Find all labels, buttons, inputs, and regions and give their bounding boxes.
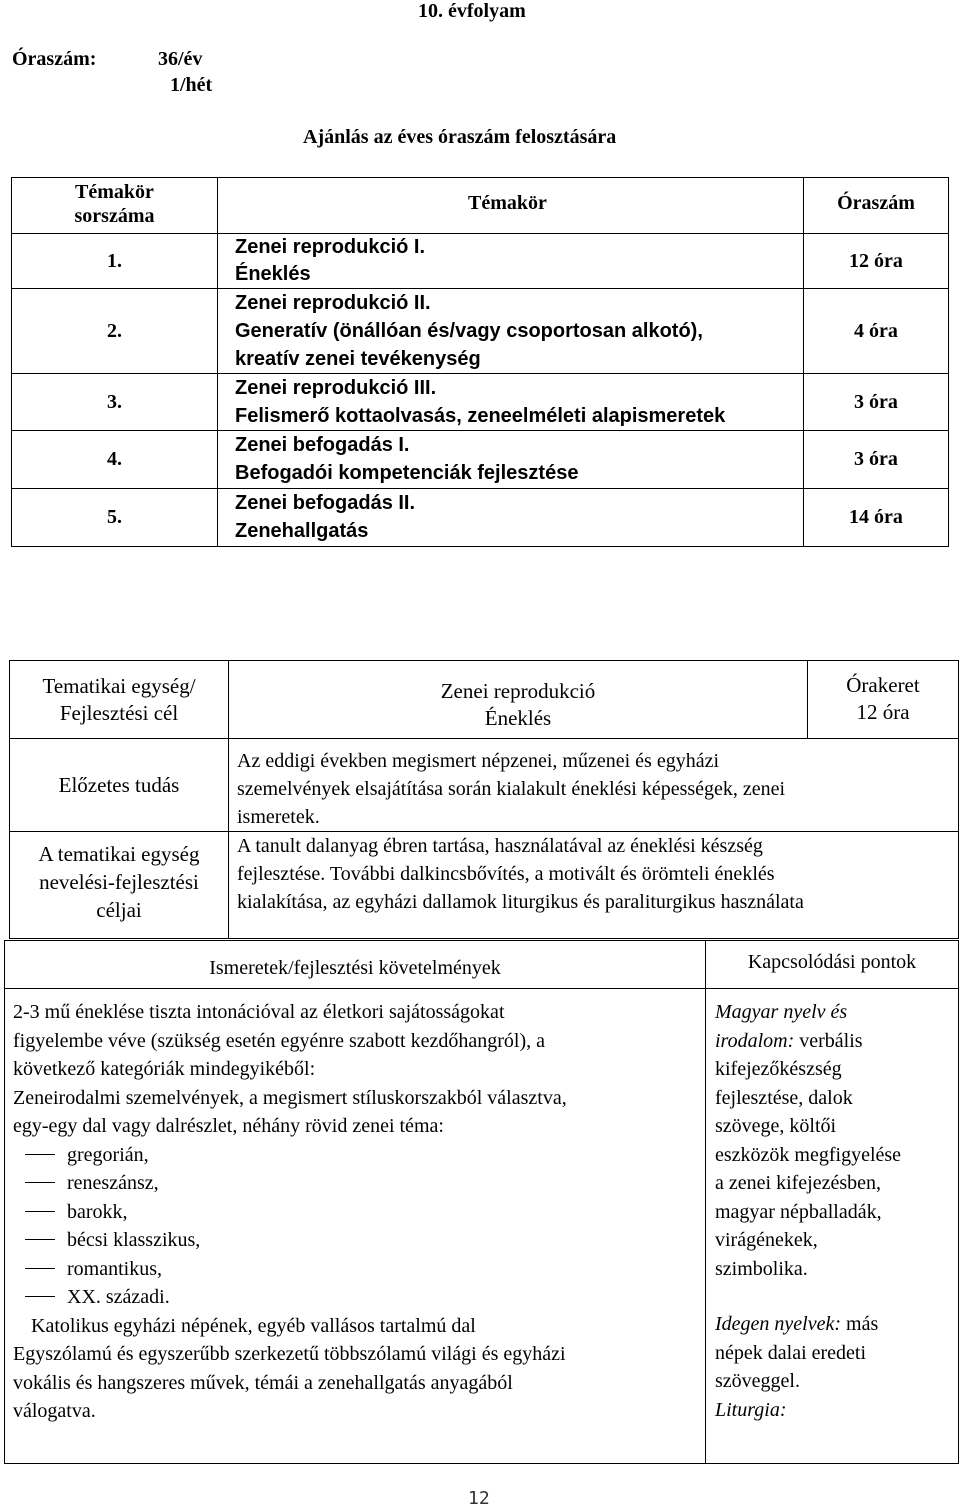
topic-line: Zenei befogadás II. [235,492,416,514]
row-number: 2. [12,289,218,374]
unit-label-line: Tematikai egység/ [42,674,196,698]
text-line: szemelvények elsajátítása során kialakult éneklési képességek, zenei [237,778,786,800]
col-topic-label: Témakör [468,192,547,214]
text-line: figyelembe véve (szükség esetén egyénre szabott kezdőhangról), a [13,1029,545,1052]
goals-label-line: A tematikai egység [38,842,200,866]
text-line: vokális és hangszeres művek, témái a zenehallgatás anyagából [13,1371,513,1394]
text-line: következő kategóriák mindegyikéből: [13,1058,316,1080]
topic-line: Befogadói kompetenciák fejlesztése [235,462,579,484]
row-number: 1. [12,234,218,289]
list-item [13,1169,705,1198]
topic-line: Zenei reprodukció II. [235,292,431,314]
table-row [12,374,949,431]
prior-knowledge-text [229,739,959,832]
link-line: magyar népballadák, [715,1200,882,1223]
goals-row [10,832,959,939]
link-line: eszközök megfigyelése [715,1143,902,1166]
list-item-label: reneszánsz, [67,1172,159,1194]
table-row [12,234,949,289]
requirements-header [5,941,706,989]
allocation-header-row [12,178,949,234]
dash-icon [25,1239,55,1240]
topic-line: Generatív (önállóan és/vagy csoportosan alkotó), [235,320,703,342]
requirements-body-row [5,989,959,1464]
row-topic [218,234,804,289]
table-row [12,431,949,489]
dash-icon [25,1182,55,1183]
link-line: kifejezőkészség [715,1058,842,1080]
row-hours: 14 óra [804,489,949,547]
dash-icon [25,1211,55,1212]
link-line: népek dalai eredeti [715,1341,867,1364]
row-number: 3. [12,374,218,431]
link-line: szövege, költői [715,1115,837,1137]
prior-knowledge-row [10,739,959,832]
links-header-label: Kapcsolódási pontok [747,951,917,973]
list-item [13,1226,705,1255]
list-item-label: romantikus, [67,1257,162,1280]
col-hours-label: Óraszám [837,192,915,214]
row-topic [218,374,804,431]
list-item [13,1141,705,1170]
table-row [12,289,949,374]
list-item-label: gregorián, [67,1143,149,1166]
page-number: 12 [468,1488,490,1509]
prior-knowledge-label: Előzetes tudás [10,739,229,832]
col-number-header [12,178,218,234]
requirements-table [4,940,959,1464]
frame-label: Órakeret [846,673,920,697]
text-line: 2-3 mű éneklése tiszta intonációval az életkori sajátosságokat [13,1001,505,1023]
text-line: válogatva. [13,1400,96,1422]
link-subject: Idegen nyelvek: [715,1313,842,1335]
col-hours-header [804,178,949,234]
topic-line: Éneklés [235,263,311,285]
allocation-table [11,177,949,547]
allocation-title: Ajánlás az éves óraszám felosztására [303,126,617,148]
topic-line: Zenehallgatás [235,520,369,542]
unit-table [9,660,959,939]
link-line: a zenei kifejezésben, [715,1172,882,1194]
hours-label: Óraszám: [12,48,97,70]
unit-title-cell [229,661,808,739]
topic-line: Zenei befogadás I. [235,434,410,456]
row-hours: 4 óra [804,289,949,374]
link-line: szöveggel. [715,1370,800,1392]
unit-header-row [10,661,959,739]
links-text [706,989,959,1464]
goals-label-line: céljai [96,898,142,922]
link-subject: Magyar nyelv és [715,1001,848,1023]
list-item-label: XX. századi. [67,1286,170,1308]
list-item [13,1283,705,1312]
unit-frame-cell [808,661,959,739]
requirements-header-row [5,941,959,989]
list-item [13,1198,705,1227]
row-topic [218,431,804,489]
text-line: fejlesztése. További dalkincsbővítés, a motivált és örömteli éneklés [237,863,775,885]
text-line: A tanult dalanyag ébren tartása, használatával az éneklési készség [237,835,763,857]
grade-title: 10. évfolyam [418,0,526,22]
goals-label-line: nevelési-fejlesztési [39,870,199,894]
unit-label-line: Fejlesztési cél [59,701,179,725]
row-number: 5. [12,489,218,547]
list-item-label: bécsi klasszikus, [67,1229,201,1251]
topic-line: Zenei reprodukció I. [235,236,426,258]
topic-line: Zenei reprodukció III. [235,377,437,399]
link-line: szimbolika. [715,1257,808,1280]
text-line: Az eddigi években megismert népzenei, műzenei és egyházi [237,750,720,772]
requirements-text [5,989,706,1464]
link-text: verbális [794,1029,863,1052]
row-hours: 12 óra [804,234,949,289]
col-number-line: Témakör [75,181,154,203]
text-line: ismeretek. [237,806,320,828]
text-line: Katolikus egyházi népének, egyéb vallásos tartalmú dal [31,1314,476,1337]
style-period-list [13,1141,705,1312]
row-hours: 3 óra [804,374,949,431]
link-line [715,1310,958,1339]
table-row [12,489,949,547]
goals-label [10,832,229,939]
topic-line: kreatív zenei tevékenység [235,348,481,370]
link-line [715,1027,958,1056]
link-line: fejlesztése, dalok [715,1086,853,1109]
list-item [13,1255,705,1284]
col-topic-header [218,178,804,234]
hours-per-year: 36/év [158,48,203,70]
requirements-header-label: Ismeretek/fejlesztési követelmények [209,957,501,979]
links-header [706,941,959,989]
text-line: Egyszólamú és egyszerűbb szerkezetű többszólamú világi és egyházi [13,1343,566,1365]
link-line: virágénekek, [715,1229,818,1251]
dash-icon [25,1268,55,1269]
goals-text [229,832,959,939]
text-line: Zeneirodalmi szemelvények, a megismert stíluskorszakból választva, [13,1086,567,1109]
row-hours: 3 óra [804,431,949,489]
unit-label-cell [10,661,229,739]
dash-icon [25,1296,55,1297]
row-topic [218,289,804,374]
frame-hours: 12 óra [856,700,910,724]
link-subject: Liturgia: [715,1398,787,1421]
text-line: egy-egy dal vagy dalrészlet, néhány rövid zenei téma: [13,1115,444,1137]
hours-per-week: 1/hét [170,74,213,96]
row-number: 4. [12,431,218,489]
link-subject: irodalom: [715,1029,795,1052]
topic-line: Felismerő kottaolvasás, zeneelméleti alapismeretek [235,405,726,427]
dash-icon [25,1154,55,1155]
row-topic [218,489,804,547]
unit-title-line: Éneklés [484,706,552,730]
link-text: más [841,1313,879,1335]
col-number-line: sorszáma [74,205,155,227]
list-item-label: barokk, [67,1200,128,1223]
text-line: kialakítása, az egyházi dallamok liturgikus és paraliturgikus használata [237,891,804,913]
unit-title-line: Zenei reprodukció [440,679,596,703]
